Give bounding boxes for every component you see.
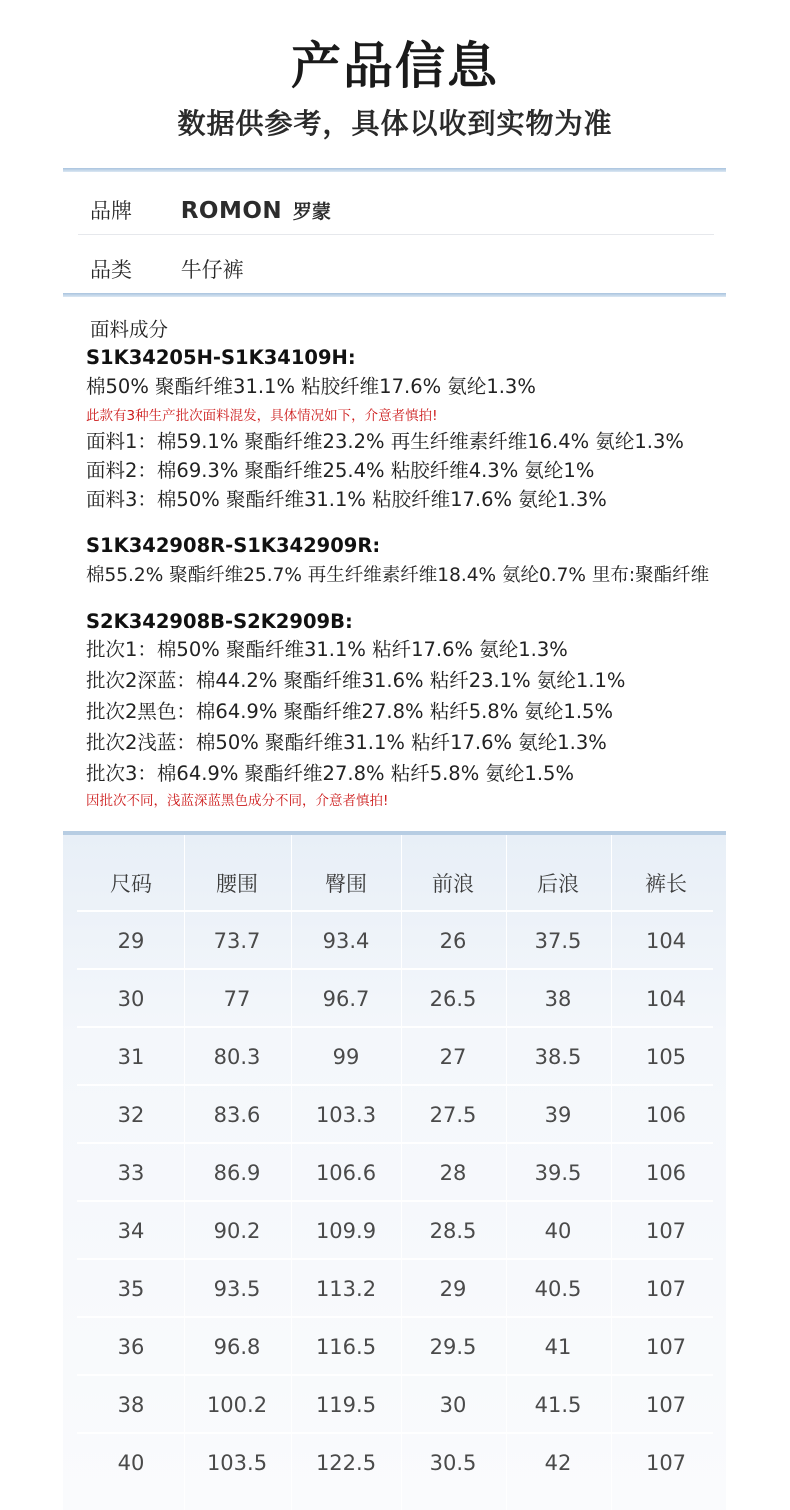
batch-line: 批次1：棉50% 聚酯纤维31.1% 粘纤17.6% 氨纶1.3% [86, 638, 568, 661]
table-cell: 86.9 [213, 1161, 261, 1185]
section-divider [63, 168, 726, 172]
table-cell: 30.5 [429, 1451, 477, 1475]
fabric-line: 面料1：棉59.1% 聚酯纤维23.2% 再生纤维素纤维16.4% 氨纶1.3% [86, 430, 684, 453]
table-cell: 107 [645, 1451, 687, 1475]
table-cell: 107 [645, 1277, 687, 1301]
table-cell: 109.9 [315, 1219, 377, 1243]
table-cell: 38 [544, 987, 572, 1011]
table-cell: 38.5 [534, 1045, 582, 1069]
table-header-cell: 臀围 [325, 872, 367, 896]
notice-text: 此款有3种生产批次面料混发，具体情况如下，介意者慎拍! [86, 408, 438, 424]
category-row [90, 252, 244, 288]
section-divider [63, 293, 726, 297]
table-cell: 42 [544, 1451, 572, 1475]
batch-line: 批次2浅蓝：棉50% 聚酯纤维31.1% 粘纤17.6% 氨纶1.3% [86, 731, 607, 754]
table-cell: 26.5 [429, 987, 477, 1011]
table-cell: 104 [645, 929, 687, 953]
table-cell: 93.4 [322, 929, 370, 953]
table-cell: 103.5 [206, 1451, 268, 1475]
table-cell: 38 [117, 1393, 145, 1417]
table-cell: 30 [117, 987, 145, 1011]
table-cell: 39.5 [534, 1161, 582, 1185]
table-cell: 96.7 [322, 987, 370, 1011]
table-cell: 40.5 [534, 1277, 582, 1301]
table-header-cell: 尺码 [110, 872, 152, 896]
table-cell: 107 [645, 1219, 687, 1243]
table-header-cell: 腰围 [216, 872, 258, 896]
composition-text: 棉50% 聚酯纤维31.1% 粘胶纤维17.6% 氨纶1.3% [86, 375, 536, 398]
table-cell: 27.5 [429, 1103, 477, 1127]
table-cell: 104 [645, 987, 687, 1011]
table-cell: 33 [117, 1161, 145, 1185]
table-cell: 28 [439, 1161, 467, 1185]
model-code: S1K34205H-S1K34109H: [86, 346, 356, 369]
category-value: 牛仔裤 [180, 258, 244, 282]
batch-line: 批次2深蓝：棉44.2% 聚酯纤维31.6% 粘纤23.1% 氨纶1.1% [86, 669, 626, 692]
table-column-divider [291, 835, 292, 1510]
table-cell: 40 [544, 1219, 572, 1243]
fabric-line: 面料3：棉50% 聚酯纤维31.1% 粘胶纤维17.6% 氨纶1.3% [86, 488, 607, 511]
table-cell: 31 [117, 1045, 145, 1069]
table-cell: 34 [117, 1219, 145, 1243]
table-cell: 36 [117, 1335, 145, 1359]
notice-text: 因批次不同，浅蓝深蓝黑色成分不同，介意者慎拍! [86, 793, 389, 809]
table-cell: 100.2 [206, 1393, 268, 1417]
table-cell: 96.8 [213, 1335, 261, 1359]
table-cell: 29 [117, 929, 145, 953]
table-cell: 116.5 [315, 1335, 377, 1359]
table-cell: 40 [117, 1451, 145, 1475]
fabric-heading: 面料成分 [90, 318, 169, 341]
table-cell: 41 [544, 1335, 572, 1359]
model-code: S2K342908B-S2K2909B: [86, 610, 353, 633]
table-header-cell: 后浪 [537, 872, 579, 896]
table-cell: 122.5 [315, 1451, 377, 1475]
size-table [63, 831, 726, 1510]
table-cell: 29 [439, 1277, 467, 1301]
table-cell: 106 [645, 1103, 687, 1127]
brand-logo-text: ROMON [180, 198, 283, 224]
table-header-cell: 前浪 [432, 872, 474, 896]
table-cell: 28.5 [429, 1219, 477, 1243]
table-cell: 105 [645, 1045, 687, 1069]
table-cell: 29.5 [429, 1335, 477, 1359]
composition-text: 棉55.2% 聚酯纤维25.7% 再生纤维素纤维18.4% 氨纶0.7% 里布:聚酯纤维 [86, 565, 710, 586]
table-column-divider [611, 835, 612, 1510]
table-cell: 113.2 [315, 1277, 377, 1301]
table-cell: 80.3 [213, 1045, 261, 1069]
table-cell: 32 [117, 1103, 145, 1127]
table-cell: 107 [645, 1335, 687, 1359]
table-cell: 119.5 [315, 1393, 377, 1417]
category-label: 品类 [90, 258, 132, 282]
table-cell: 37.5 [534, 929, 582, 953]
table-cell: 93.5 [213, 1277, 261, 1301]
brand-logo-cn: 罗蒙 [292, 201, 331, 223]
table-cell: 77 [223, 987, 251, 1011]
batch-line: 批次2黑色：棉64.9% 聚酯纤维27.8% 粘纤5.8% 氨纶1.5% [86, 700, 613, 723]
table-cell: 106 [645, 1161, 687, 1185]
table-cell: 90.2 [213, 1219, 261, 1243]
table-cell: 83.6 [213, 1103, 261, 1127]
table-cell: 107 [645, 1393, 687, 1417]
table-cell: 103.3 [315, 1103, 377, 1127]
fabric-line: 面料2：棉69.3% 聚酯纤维25.4% 粘胶纤维4.3% 氨纶1% [86, 459, 595, 482]
brand-label: 品牌 [90, 199, 132, 223]
page-title: 产品信息 [291, 37, 499, 95]
batch-line: 批次3：棉64.9% 聚酯纤维27.8% 粘纤5.8% 氨纶1.5% [86, 762, 574, 785]
table-cell: 41.5 [534, 1393, 582, 1417]
table-header-cell: 裤长 [645, 872, 687, 896]
model-code: S1K342908R-S1K342909R: [86, 534, 381, 557]
table-cell: 39 [544, 1103, 572, 1127]
page-subtitle: 数据供参考，具体以收到实物为准 [177, 107, 613, 140]
row-divider [78, 234, 714, 235]
table-cell: 73.7 [213, 929, 261, 953]
table-cell: 26 [439, 929, 467, 953]
table-cell: 27 [439, 1045, 467, 1069]
brand-row [90, 193, 331, 229]
table-cell: 30 [439, 1393, 467, 1417]
table-cell: 99 [332, 1045, 360, 1069]
table-cell: 106.6 [315, 1161, 377, 1185]
table-cell: 35 [117, 1277, 145, 1301]
